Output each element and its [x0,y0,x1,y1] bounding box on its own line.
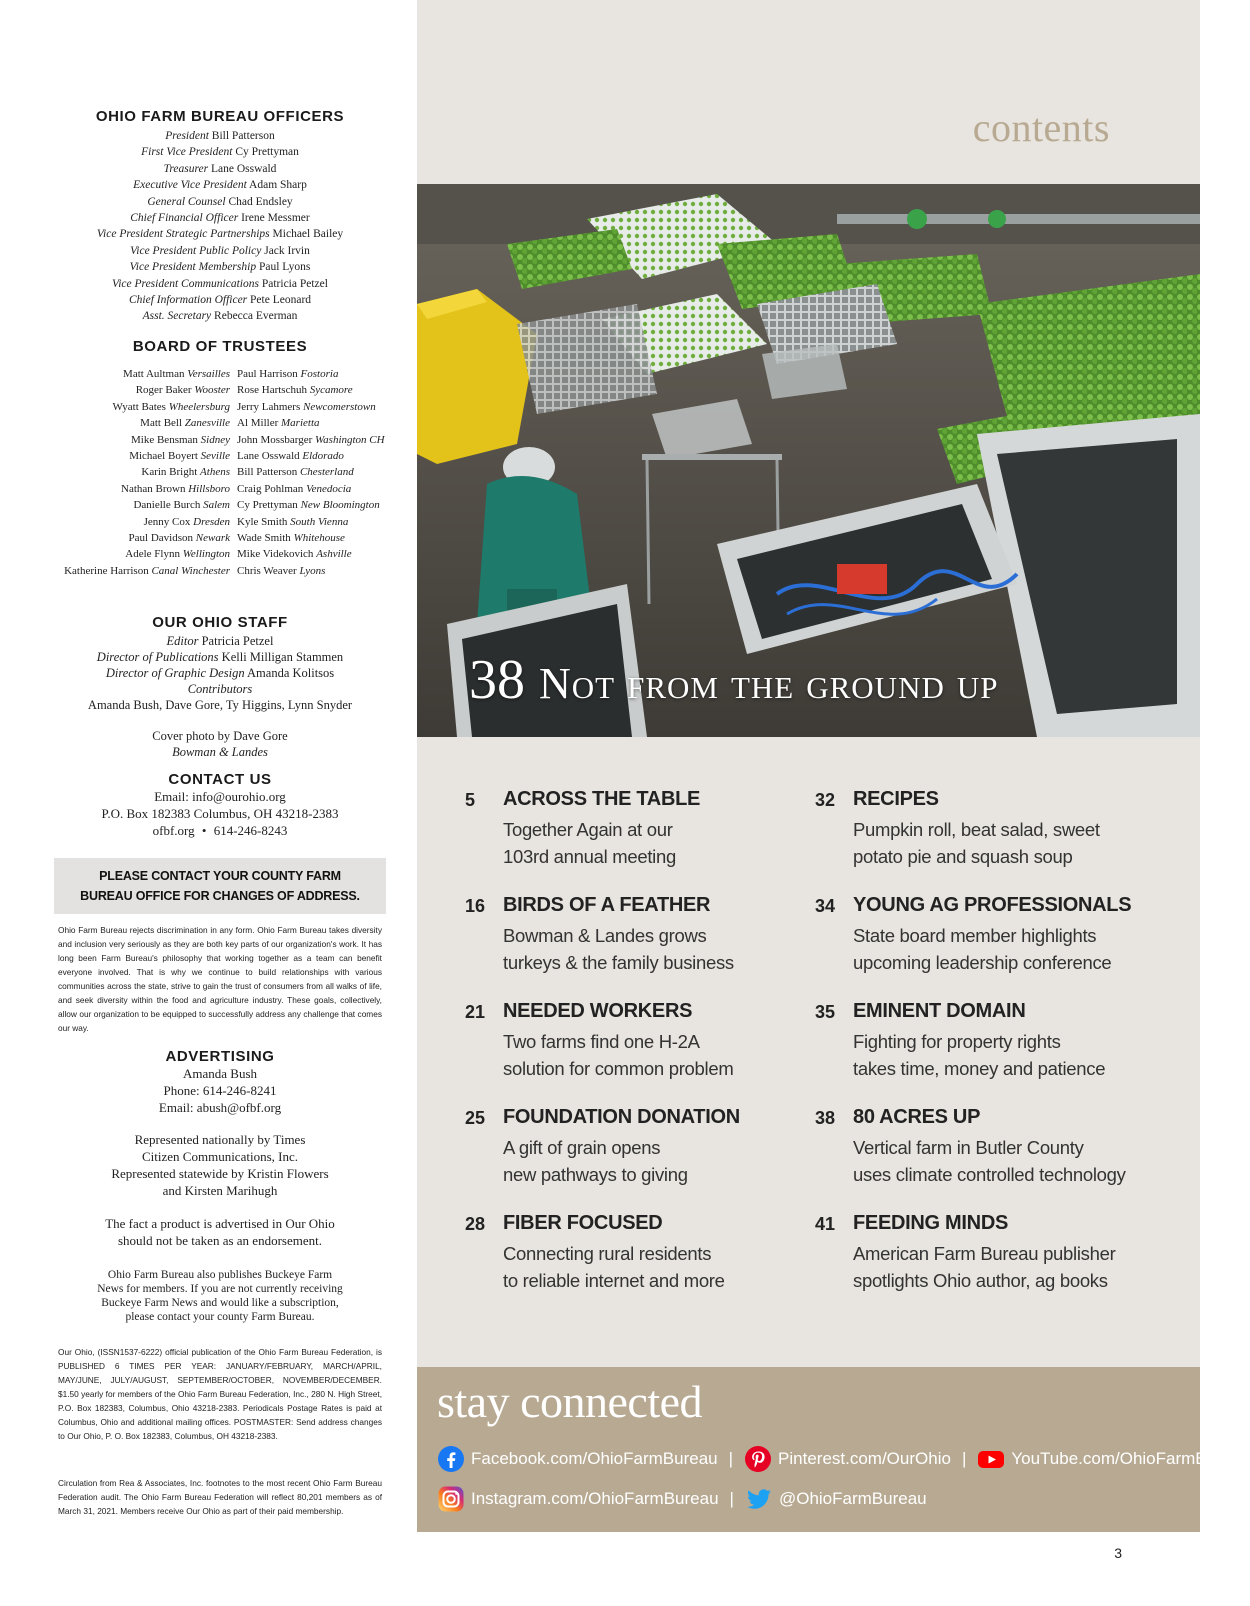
officer-entry [0,210,440,226]
staff-editor: Editor Patricia Petzel [166,634,274,648]
buckeye-farm-news-note: Ohio Farm Bureau also publishes Buckeye Farm News for members. If you are not currently receiving Buckeye Farm News and would like a subscription, please contact your county Farm Bureau. [97,1269,343,1323]
trustee-name: Roger Baker [135,384,192,397]
officer-name: Cy Prettyman [235,146,299,159]
feature-page-number: 38 [469,649,525,711]
trustee-town: Newcomerstown [302,400,376,413]
facebook-icon [437,1445,465,1473]
trustee-name: Al Miller [237,417,279,430]
toc-description: Bowman & Landes grows turkeys & the family business [503,925,734,973]
officer-entry [0,308,440,324]
social-row-1: Facebook.com/OhioFarmBureau | Pinterest.com/OurOhio | YouTube.com/OhioFarmBureau [437,1445,1250,1473]
trustee-entry [64,546,230,562]
officers-heading: OHIO FARM BUREAU OFFICERS [95,108,345,125]
feature-title: Not from the ground up [539,659,999,708]
officer-name: Lane Osswald [210,162,277,175]
trustee-town: Sidney [200,433,230,446]
officer-entry [0,128,440,144]
officer-title: President [165,130,209,142]
trustee-name: Katherine Harrison [64,564,149,577]
contents-panel [417,0,1200,1532]
address-change-notice: PLEASE CONTACT YOUR COUNTY FARM BUREAU OFFICE FOR CHANGES OF ADDRESS. [54,858,386,914]
trustee-entry [237,497,385,513]
trustee-town: Ashville [316,548,352,561]
trustee-entry [64,448,230,464]
trustee-town: Chesterland [299,466,354,479]
trustee-entry [64,481,230,497]
staff-contributors: Amanda Bush, Dave Gore, Ty Higgins, Lynn Snyder [87,698,353,712]
instagram-icon [437,1485,465,1513]
contact-section [0,771,440,839]
trustee-column-right [237,366,385,579]
officer-name: Bill Patterson [211,130,275,142]
officer-entry [0,161,440,177]
trustee-town: Eldorado [302,450,344,463]
toc-heading: FOUNDATION DONATION [503,1106,740,1128]
trustee-town: Newark [195,532,230,545]
endorsement-disclaimer: The fact a product is advertised in Our Ohio should not be taken as an endorsement. [105,1216,335,1248]
page-number: 3 [1114,1545,1122,1561]
contact-email[interactable]: Email: info@ourohio.org [154,789,286,804]
officer-entry [0,259,440,275]
contact-website[interactable]: ofbf.org [152,823,195,838]
officer-title: Treasurer [163,162,209,175]
twitter-icon [745,1485,773,1513]
toc-page-number: 32 [815,790,836,810]
trustee-name: Cy Prettyman [237,499,298,512]
toc-description: Together Again at our 103rd annual meeting [503,819,676,867]
trustee-entry [64,563,230,579]
trustee-town: Canal Winchester [151,564,230,577]
officer-entry [0,194,440,210]
officer-title: Chief Financial Officer [130,212,239,225]
trustee-entry [64,382,230,398]
trustee-town: Dresden [193,515,230,528]
trustee-town: Wooster [194,384,230,397]
feature-caption[interactable] [469,648,998,712]
officer-entry [0,144,440,160]
toc-description: Two farms find one H-2A solution for common problem [503,1031,734,1079]
staff-section [0,614,440,713]
trustee-town: Lyons [299,564,326,577]
trustee-name: Craig Pohlman [237,482,304,495]
toc-page-number: 41 [815,1214,836,1234]
twitter-link[interactable]: @OhioFarmBureau [745,1485,927,1513]
toc-heading: EMINENT DOMAIN [853,1000,1026,1022]
toc-heading: 80 ACRES UP [853,1106,981,1128]
officer-name: Paul Lyons [258,261,311,274]
contact-phone: 614-246-8243 [213,823,288,838]
officer-entry [0,292,440,308]
toc-heading: FIBER FOCUSED [503,1212,663,1234]
board-section [0,338,440,363]
youtube-link[interactable]: YouTube.com/OhioFarmBureau [977,1445,1250,1473]
toc-heading: YOUNG AG PROFESSIONALS [853,894,1132,916]
youtube-icon [977,1445,1005,1473]
contact-po-box: P.O. Box 182383 Columbus, OH 43218-2383 [101,806,339,821]
contents-title: contents [972,105,1110,150]
toc-page-number: 25 [465,1108,486,1128]
trustee-entry [237,382,385,398]
trustee-town: Sycamore [309,384,353,397]
stay-connected-bar [417,1367,1250,1532]
trustee-town: Wellington [182,548,230,561]
trustee-name: Paul Davidson [128,532,194,545]
officer-name: Irene Messmer [241,212,310,225]
masthead-column [0,0,417,1606]
trustee-town: Wheelersburg [168,400,230,413]
cover-credit-line: Cover photo by Dave Gore [152,729,288,743]
trustee-name: Mike Videkovich [237,548,314,561]
discrimination-statement: Ohio Farm Bureau rejects discrimination in any form. Ohio Farm Bureau takes diversity and inclusion very seriously as they are both key parts of our organization's work. It has long been Farm Bureau's philosophy that working together as a team can benefit everyone involved. That is why we continue to build relationships with various communities across the state, strive to gain the trust of consumers from all walks of life, and seek diversity within the food and agriculture industry. These goals, collectively, allow our organization to be equipped to successfully address any challenge that comes our way. [58,925,382,1033]
toc-description: Connecting rural residents to reliable internet and more [503,1243,725,1291]
trustee-town: Venedocia [306,482,352,495]
toc-description: American Farm Bureau publisher spotlights Ohio author, ag books [853,1243,1116,1291]
toc-description: Fighting for property rights takes time, money and patience [853,1031,1106,1079]
toc-page-number: 21 [465,1002,486,1022]
social-row-2: Instagram.com/OhioFarmBureau | @OhioFarmBureau [437,1485,927,1513]
officer-entry [0,226,440,242]
toc-heading: RECIPES [853,788,939,810]
trustee-name: Jerry Lahmers [237,400,301,413]
trustee-entry [237,432,385,448]
staff-design: Director of Graphic Design Amanda Kolitsos [105,666,335,680]
facebook-link[interactable]: Facebook.com/OhioFarmBureau [437,1445,718,1473]
officer-name: Adam Sharp [249,179,307,192]
officer-entry [0,243,440,259]
trustee-name: Danielle Burch [133,499,201,512]
toc-heading: ACROSS THE TABLE [503,788,701,810]
trustee-name: Lane Osswald [237,450,300,463]
officer-entry [0,276,440,292]
trustee-entry [237,481,385,497]
trustee-entry [237,366,385,382]
trustee-name: Kyle Smith [237,515,288,528]
trustee-entry [237,563,385,579]
trustee-town: Hillsboro [188,482,230,495]
trustee-name: Matt Bell [140,417,183,430]
toc-description: Pumpkin roll, beat salad, sweet potato pie and squash soup [853,819,1100,867]
officer-name: Michael Bailey [272,228,344,241]
board-heading: BOARD OF TRUSTEES [132,338,308,355]
pinterest-icon [744,1445,772,1473]
trustee-name: Matt Aultman [123,368,185,380]
trustee-name: Rose Hartschuh [237,384,307,397]
officers-section [0,108,440,325]
trustee-name: Adele Flynn [125,548,180,561]
toc-page-number: 28 [465,1214,486,1234]
toc-heading: BIRDS OF A FEATHER [503,894,711,916]
advertising-email[interactable]: Email: abush@ofbf.org [158,1100,282,1115]
advertising-section [0,1048,440,1116]
trustee-town: Washington CH [315,433,385,446]
trustee-town: New Bloomington [300,499,380,512]
trustee-name: Chris Weaver [237,564,297,577]
trustee-name: Jenny Cox [143,515,191,528]
officer-title: Vice President Public Policy [130,244,262,257]
trustee-name: Karin Bright [141,466,198,479]
advertising-heading: ADVERTISING [165,1048,275,1065]
advertising-contact-name: Amanda Bush [182,1066,258,1081]
officer-title: General Counsel [147,195,226,208]
trustee-entry [237,415,385,431]
trustee-entry [64,432,230,448]
officer-title: Executive Vice President [133,179,247,192]
officer-name: Rebecca Everman [214,310,298,323]
officer-title: Asst. Secretary [142,310,212,323]
trustee-entry [237,448,385,464]
staff-contributors-title: Contributors [187,682,253,696]
trustee-town: Athens [200,466,230,479]
trustee-entry [64,530,230,546]
contact-web-phone: ofbf.org • 614-246-8243 [152,823,288,838]
toc-description: State board member highlights upcoming leadership conference [853,925,1112,973]
trustee-town: Seville [200,450,230,463]
pinterest-link[interactable]: Pinterest.com/OurOhio [744,1445,951,1473]
trustee-town: Fostoria [300,368,339,380]
toc-page-number: 38 [815,1108,836,1128]
trustee-entry [64,497,230,513]
toc-description: Vertical farm in Butler County uses climate controlled technology [853,1137,1126,1185]
trustee-name: Wyatt Bates [112,400,166,413]
advertising-phone: Phone: 614-246-8241 [163,1083,277,1098]
trustee-name: Nathan Brown [121,482,186,495]
officer-entry [0,177,440,193]
officer-name: Pete Leonard [250,294,312,307]
officer-name: Patricia Petzel [261,277,328,290]
toc-heading: FEEDING MINDS [853,1212,1008,1234]
trustee-town: Versailles [187,368,230,380]
toc-heading: NEEDED WORKERS [503,1000,693,1022]
trustee-entry [237,399,385,415]
officer-title: Vice President Communications [112,277,259,290]
trustee-entry [237,530,385,546]
trustee-name: Michael Boyert [129,450,198,463]
toc-page-number: 5 [465,790,476,810]
officer-name: Jack Irvin [264,244,310,257]
trustee-name: Bill Patterson [237,466,298,479]
trustee-entry [64,399,230,415]
trustee-entry [237,464,385,480]
trustee-name: Wade Smith [237,532,291,545]
stay-connected-title: stay connected [437,1376,703,1427]
officer-title: Chief Information Officer [128,294,248,307]
officer-name: Chad Endsley [228,195,293,208]
trustee-name: John Mossbarger [237,433,313,446]
officer-title: First Vice President [141,146,233,159]
trustee-town: Marietta [281,417,320,430]
cover-credit [0,728,440,760]
officer-title: Vice President Membership [129,261,257,274]
staff-publications: Director of Publications Kelli Milligan Stammen [96,650,344,664]
trustee-town: Salem [203,499,230,512]
toc-page-number: 34 [815,896,836,916]
trustee-entry [237,546,385,562]
trustee-town: South Vienna [290,515,349,528]
representation-note: Represented nationally by Times Citizen Communications, Inc. Represented statewide by Kristin Flowers and Kirsten Marihugh [111,1132,329,1198]
trustee-column-left [64,366,230,579]
trustee-name: Paul Harrison [237,368,298,380]
trustee-entry [64,366,230,382]
instagram-link[interactable]: Instagram.com/OhioFarmBureau [437,1485,719,1513]
officer-title: Vice President Strategic Partnerships [96,228,270,241]
cover-credit-farm: Bowman & Landes [172,745,268,759]
toc-page-number: 35 [815,1002,836,1022]
trustee-entry [64,514,230,530]
contact-heading: CONTACT US [168,771,272,788]
circulation-statement: Circulation from Rea & Associates, Inc. footnotes to the most recent Ohio Farm Bureau Federation audit. The Ohio Farm Bureau Federation will reflect 80,201 members as of March 31, 2021. Members receive Our Ohio as part of their paid membership. [58,1478,382,1516]
toc-description: A gift of grain opens new pathways to giving [503,1137,688,1185]
toc-page-number: 16 [465,896,486,916]
trustee-entry [64,464,230,480]
trustee-name: Mike Bensman [131,433,198,446]
staff-heading: OUR OHIO STAFF [152,614,288,631]
trustee-town: Whitehouse [293,532,345,545]
trustee-town: Zanesville [184,417,230,430]
trustee-entry [64,415,230,431]
publication-statement: Our Ohio, (ISSN1537-6222) official publication of the Ohio Farm Bureau Federation, is PUBLISHED 6 TIMES PER YEAR: JANUARY/FEBRUARY, MARCH/APRIL, MAY/JUNE, JULY/AUGUST, SEPTEMBER/OCTOBER, NOVEMBER/DECEMBER. $1.50 yearly for members of the Ohio Farm Bureau Federation, Inc., 280 N. High Street, P.O. Box 182383, Columbus, Ohio 43218-2383. Periodicals Postage Rates is paid at Columbus, Ohio and additional mailing offices. POSTMASTER: Send address changes to Our Ohio, P. O. Box 182383, Columbus, OH 43218-2383. [58,1347,382,1441]
feature-photo[interactable] [417,184,1200,737]
trustee-entry [237,514,385,530]
